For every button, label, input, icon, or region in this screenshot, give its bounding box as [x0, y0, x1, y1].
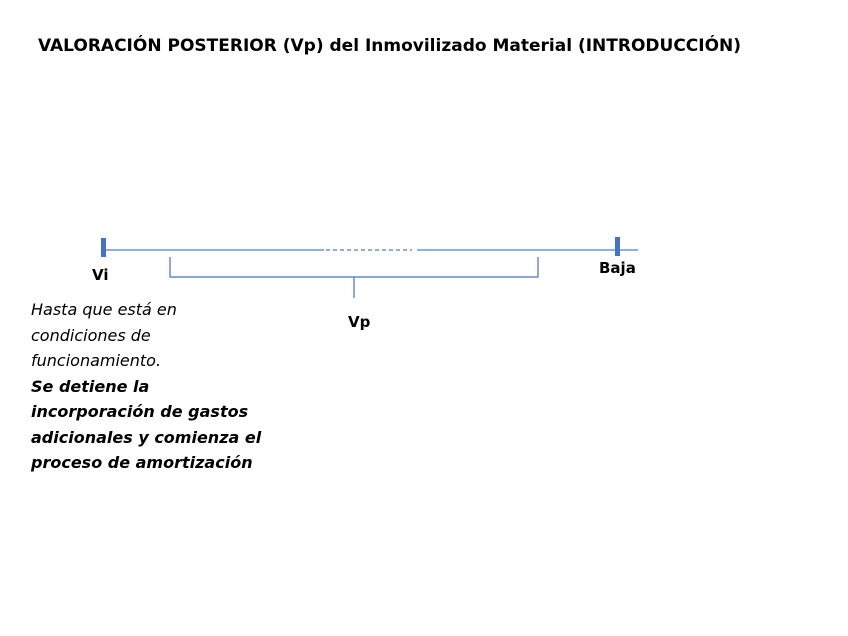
- span-label: Vp: [348, 313, 371, 331]
- end-marker: [615, 237, 620, 256]
- start-marker: [101, 238, 106, 257]
- note-line-2: condiciones de: [31, 325, 151, 345]
- note-bold-line-4: proceso de amortización: [31, 453, 253, 472]
- start-label: Vi: [92, 266, 109, 284]
- vp-bracket: [170, 257, 538, 277]
- note-line-3: funcionamiento.: [31, 351, 162, 370]
- note-bold-line-3: adicionales y comienza el: [31, 427, 262, 447]
- note-line-1: Hasta que está en: [31, 300, 177, 319]
- slide-title: VALORACIÓN POSTERIOR (Vp) del Inmovilizado Material (INTRODUCCIÓN): [38, 36, 742, 56]
- end-label: Baja: [599, 259, 636, 277]
- note-text: [31, 297, 291, 476]
- note-bold-line-2: incorporación de gastos: [31, 402, 249, 421]
- note-bold-line-1: Se detiene la: [31, 376, 150, 396]
